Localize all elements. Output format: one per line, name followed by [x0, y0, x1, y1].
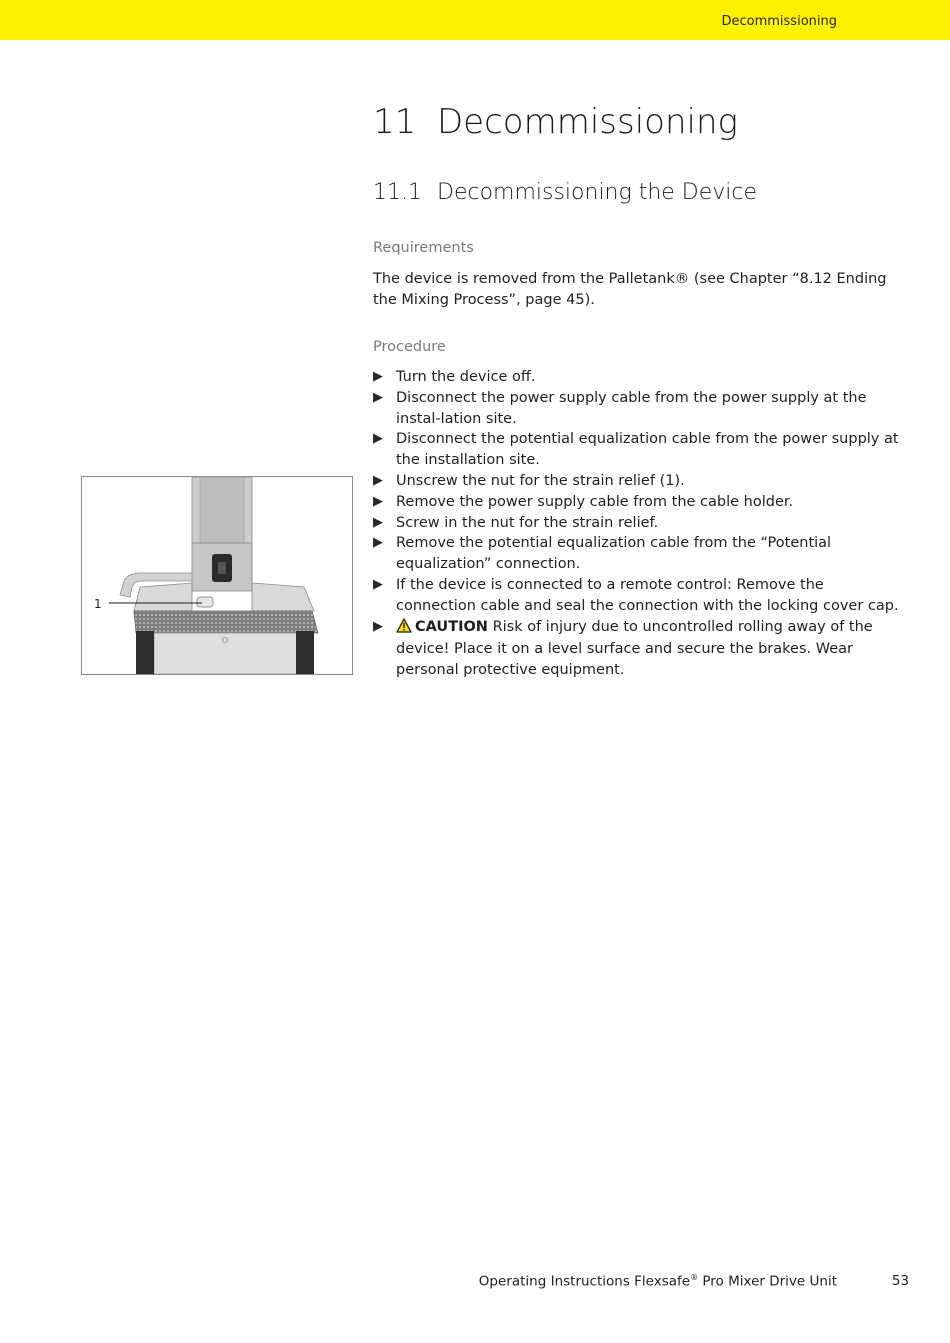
triangle-bullet-icon: ▶	[373, 389, 383, 405]
footer-registered-mark: ®	[690, 1273, 699, 1282]
triangle-bullet-icon: ▶	[373, 431, 383, 447]
step-text: Unscrew the nut for the strain relief (1).	[396, 472, 685, 489]
procedure-step	[373, 471, 903, 492]
caution-step	[373, 617, 903, 681]
footer-document-title	[479, 1273, 837, 1290]
chapter-number: 11	[373, 102, 417, 142]
callout-label: 1	[94, 597, 102, 611]
step-text: Disconnect the power supply cable from the power supply at the instal-lation site.	[396, 389, 867, 427]
procedure-step	[373, 388, 903, 430]
step-text: Turn the device off.	[396, 369, 536, 385]
requirements-text: The device is removed from the Palletank® (see Chapter “8.12 Ending the Mixing Process”, page 45).	[373, 271, 887, 308]
procedure-heading: Procedure	[373, 339, 446, 355]
procedure-step	[373, 575, 903, 617]
procedure-step	[373, 533, 903, 575]
step-text: If the device is connected to a remote control: Remove the connection cable and seal the connection with the locking cover cap.	[396, 576, 899, 614]
warning-triangle-icon	[396, 618, 412, 640]
triangle-bullet-icon: ▶	[373, 493, 383, 509]
triangle-bullet-icon: ▶	[373, 576, 383, 592]
procedure-step	[373, 492, 903, 513]
caution-text: Risk of injury due to uncontrolled rolling away of the device! Place it on a level surface and secure the brakes. Wear personal protective equipment.	[396, 618, 873, 679]
section-title: Decommissioning the Device	[437, 180, 758, 205]
device-figure	[81, 476, 353, 675]
mixer-drive-illustration	[82, 477, 352, 674]
triangle-bullet-icon: ▶	[373, 535, 383, 551]
triangle-bullet-icon: ▶	[373, 618, 383, 634]
procedure-step	[373, 367, 903, 388]
section-number: 11.1	[373, 180, 422, 205]
step-text: Remove the potential equalization cable from the “Potential equalization” connection.	[396, 535, 832, 573]
caution-label: CAUTION	[415, 618, 488, 635]
procedure-steps	[373, 367, 903, 681]
footer-title-suffix: Pro Mixer Drive Unit	[698, 1273, 837, 1290]
chapter-title: Decommissioning	[437, 102, 738, 142]
footer-title-prefix: Operating Instructions Flexsafe	[478, 1273, 691, 1290]
chapter-heading	[373, 102, 738, 142]
running-header: Decommissioning	[721, 14, 837, 29]
step-text: Disconnect the potential equalization cable from the power supply at the installation site.	[396, 431, 899, 469]
triangle-bullet-icon: ▶	[373, 514, 383, 530]
procedure-step	[373, 429, 903, 471]
procedure-step	[373, 513, 903, 534]
requirements-heading: Requirements	[373, 240, 474, 256]
step-text: Screw in the nut for the strain relief.	[396, 514, 659, 531]
triangle-bullet-icon: ▶	[373, 369, 383, 384]
step-text: Remove the power supply cable from the cable holder.	[396, 493, 794, 510]
section-heading	[373, 180, 757, 205]
triangle-bullet-icon: ▶	[373, 472, 383, 488]
page-number: 53	[891, 1273, 909, 1289]
